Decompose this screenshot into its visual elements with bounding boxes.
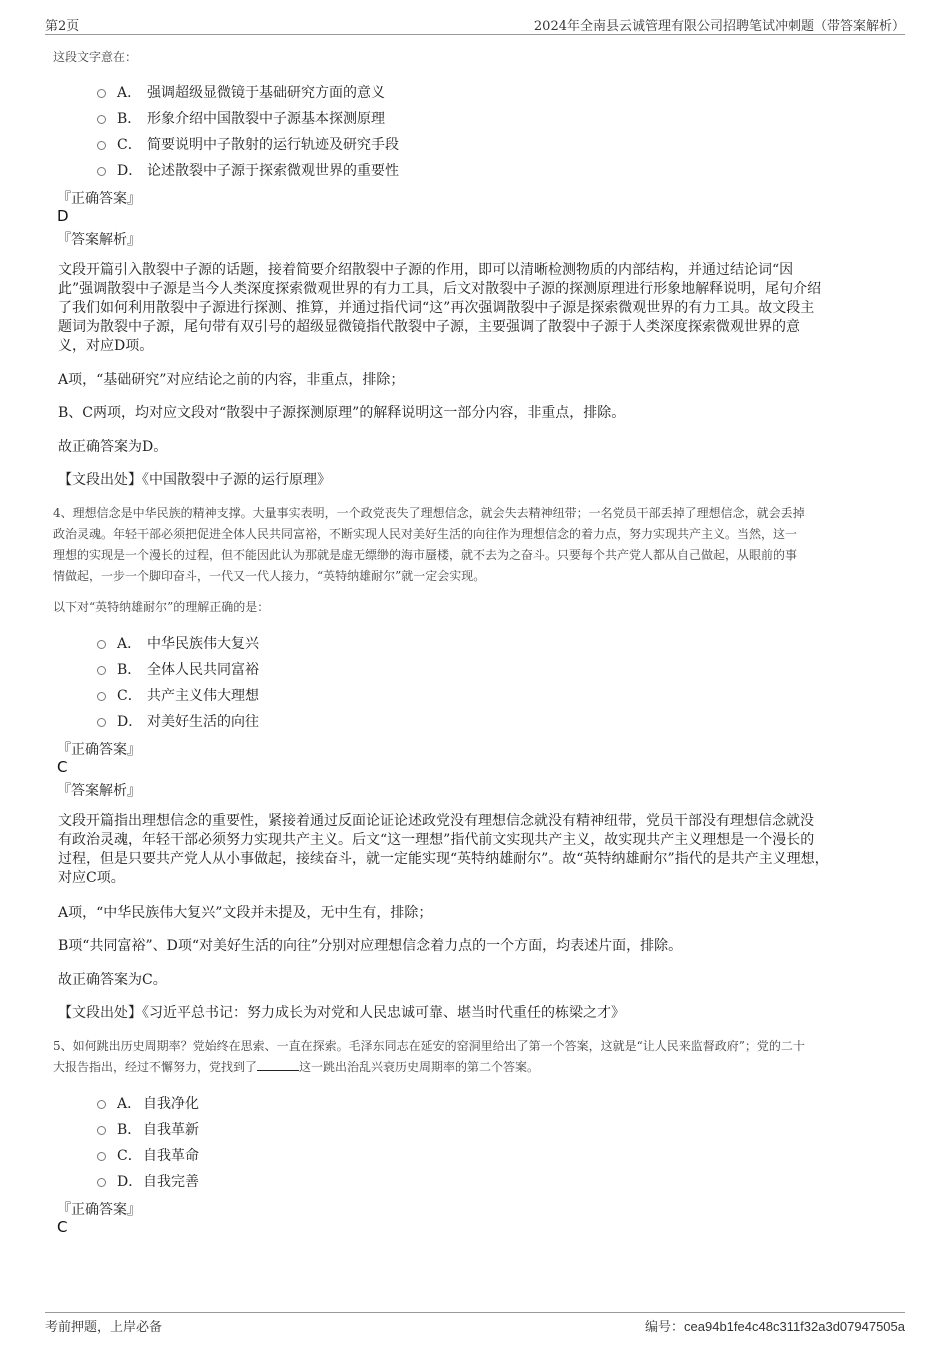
page-footer bbox=[45, 1312, 905, 1335]
q4-analysis-a: A项，“中华民族伟大复兴”文段并未提及，无中生有，排除； bbox=[58, 905, 433, 921]
radio-icon[interactable] bbox=[97, 666, 106, 675]
q3-analysis-label: 『答案解析』 bbox=[57, 232, 141, 248]
q3-option-b[interactable]: B． 形象介绍中国散裂中子源基本探测原理 bbox=[97, 108, 385, 128]
q3-answer: D bbox=[57, 207, 69, 225]
page-number: 第2页 bbox=[45, 19, 80, 34]
q3-option-d[interactable]: D． 论述散裂中子源于探索微观世界的重要性 bbox=[97, 160, 399, 180]
q3-option-a[interactable]: A． 强调超级显微镜于基础研究方面的意义 bbox=[97, 82, 385, 102]
q3-analysis-bc: B、C两项，均对应文段对“散裂中子源探测原理”的解释说明这一部分内容，非重点，排除。 bbox=[58, 405, 626, 421]
q4-answer: C bbox=[57, 758, 68, 776]
q4-prompt: 以下对“英特纳雄耐尔”的理解正确的是： bbox=[53, 600, 270, 614]
radio-icon[interactable] bbox=[97, 1126, 106, 1135]
radio-icon[interactable] bbox=[97, 640, 106, 649]
document-title: 2024年全南县云诚管理有限公司招聘笔试冲刺题（带答案解析） bbox=[533, 19, 905, 34]
q5-answer: C bbox=[57, 1218, 68, 1236]
q5-option-a[interactable]: A． 自我净化 bbox=[97, 1093, 199, 1113]
radio-icon[interactable] bbox=[97, 1178, 106, 1187]
document-code: 编号：cea94b1fe4c48c311f32a3d07947505a bbox=[645, 1319, 905, 1335]
radio-icon[interactable] bbox=[97, 1100, 106, 1109]
q5-option-d[interactable]: D．自我完善 bbox=[97, 1171, 199, 1191]
q4-stem: 4、理想信念是中华民族的精神支撑。大量事实表明，一个政党丧失了理想信念，就会失去精神纽带；一名党员干部丢掉了理想信念，就会丢掉 政治灵魂。年轻干部必须把促进全体人民共同富裕，不断实现人民对美好生活的向往作为理想信念的着力点，努力实现共产主义。当然，这一 理想的实现是一个漫长的过程，但不能因此认为那就是虚无缥缈的海市蜃楼，就不去为之奋斗。只要每个共产党人都从自己做起，从眼前的事 情做起，一步一个脚印奋斗，一代又一代人接力，“英特纳雄耐尔”就一定会实现。 bbox=[53, 506, 805, 583]
radio-icon[interactable] bbox=[97, 115, 106, 124]
radio-icon[interactable] bbox=[97, 692, 106, 701]
q3-option-c[interactable]: C． 简要说明中子散射的运行轨迹及研究手段 bbox=[97, 134, 399, 154]
q3-analysis: 文段开篇引入散裂中子源的话题，接着简要介绍散裂中子源的作用，即可以清晰检测物质的内部结构，并通过结论词“因 此”强调散裂中子源是当今人类深度探索微观世界的有力工具，后文对散裂中子源的探测原理进行形象地解释说明，尾句介绍 了我们如何利用散裂中子源进行探测、推算，并通过指代词“这”再次强调散裂中子源是探索微观世界的有力工具。故文段主 题词为散裂中子源，尾句带有双引号的超级显微镜指代散裂中子源，主要强调了散裂中子源于人类深度探索微观世界的意 义，对应D项。 bbox=[58, 262, 822, 354]
radio-icon[interactable] bbox=[97, 89, 106, 98]
radio-icon[interactable] bbox=[97, 141, 106, 150]
page-header bbox=[45, 14, 905, 35]
q3-answer-label: 『正确答案』 bbox=[57, 191, 141, 207]
q4-analysis-label: 『答案解析』 bbox=[57, 783, 141, 799]
q4-source: 【文段出处】《习近平总书记：努力成长为对党和人民忠诚可靠、堪当时代重任的栋梁之才》 bbox=[58, 1005, 625, 1021]
radio-icon[interactable] bbox=[97, 718, 106, 727]
q3-prompt: 这段文字意在： bbox=[53, 50, 138, 64]
q4-analysis-bd: B项“共同富裕”、D项“对美好生活的向往”分别对应理想信念着力点的一个方面，均表述片面，排除。 bbox=[58, 938, 683, 954]
fill-blank bbox=[257, 1058, 299, 1071]
q4-option-a[interactable]: A． 中华民族伟大复兴 bbox=[97, 633, 259, 653]
q3-conclusion: 故正确答案为D。 bbox=[58, 439, 168, 455]
radio-icon[interactable] bbox=[97, 1152, 106, 1161]
q3-analysis-a: A项，“基础研究”对应结论之前的内容，非重点，排除； bbox=[58, 372, 405, 388]
q4-conclusion: 故正确答案为C。 bbox=[58, 972, 167, 988]
q4-option-d[interactable]: D． 对美好生活的向往 bbox=[97, 711, 259, 731]
q3-source: 【文段出处】《中国散裂中子源的运行原理》 bbox=[58, 472, 331, 488]
q4-answer-label: 『正确答案』 bbox=[57, 742, 141, 758]
q5-stem: 5、如何跳出历史周期率？党始终在思索、一直在探索。毛泽东同志在延安的窑洞里给出了第一个答案，这就是“让人民来监督政府”；党的二十 大报告指出，经过不懈努力，党找到了 这一跳出治乱兴衰历史周期率的第二个答案。 bbox=[53, 1039, 805, 1074]
q5-answer-label: 『正确答案』 bbox=[57, 1202, 141, 1218]
q5-option-c[interactable]: C．自我革命 bbox=[97, 1145, 199, 1165]
radio-icon[interactable] bbox=[97, 167, 106, 176]
q4-option-c[interactable]: C． 共产主义伟大理想 bbox=[97, 685, 259, 705]
footer-slogan: 考前押题，上岸必备 bbox=[45, 1320, 163, 1335]
q5-option-b[interactable]: B． 自我革新 bbox=[97, 1119, 199, 1139]
q4-analysis: 文段开篇指出理想信念的重要性，紧接着通过反面论证论述政党没有理想信念就没有精神纽带，党员干部没有理想信念就没 有政治灵魂，年轻干部必须努力实现共产主义。后文“这一理想”指代前文实现共产主义，故实现共产主义理想是一个漫长的 过程，但是只要共产党人从小事做起，接续奋斗，就一定能实现“英特纳雄耐尔”。故“英特纳雄耐尔”指代的是共产主义理想， 对应C项。 bbox=[58, 813, 829, 886]
q4-option-b[interactable]: B． 全体人民共同富裕 bbox=[97, 659, 259, 679]
